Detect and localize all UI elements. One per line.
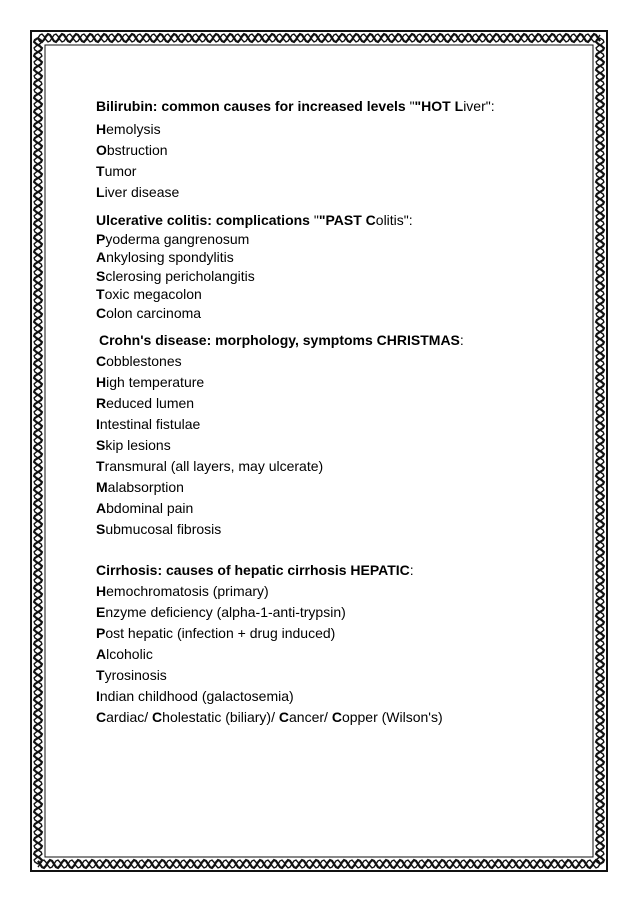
list-item: Toxic megacolon [96,286,202,302]
list-item: Alcoholic [96,646,153,662]
section-heading: Bilirubin: common causes for increased levels ""HOT Liver": [96,98,495,114]
list-item: Skip lesions [96,437,171,453]
list-item: Tumor [96,163,137,179]
list-item: Submucosal fibrosis [96,521,222,537]
list-item: Ankylosing spondylitis [96,249,234,265]
list-item: Tyrosinosis [96,667,167,683]
list-item: Indian childhood (galactosemia) [96,688,294,704]
list-item: Liver disease [96,184,180,200]
list-item: Colon carcinoma [96,304,202,321]
list-item: Abdominal pain [96,500,194,516]
list-item: Malabsorption [96,479,184,495]
list-item: Transmural (all layers, may ulcerate) [96,458,324,474]
list-item: Cobblestones [96,353,182,369]
section-cirrhosis [96,560,556,728]
list-item: Pyoderma gangrenosum [96,230,250,247]
list-item: Post hepatic (infection + drug induced) [96,625,336,641]
section-heading: Ulcerative colitis: complications ""PAST Colitis": [96,212,413,228]
section-bilirubin [96,96,556,203]
list-item: Reduced lumen [96,395,195,411]
list-item: High temperature [96,374,205,390]
list-item-multi: Cardiac/ Cholestatic (biliary)/ Cancer/ Copper (Wilson's) [96,709,443,725]
list-item: Hemolysis [96,121,161,137]
list-item: Sclerosing pericholangitis [96,267,255,284]
section-crohns-disease [96,330,556,540]
list-item: Enzyme deficiency (alpha-1-anti-trypsin) [96,604,346,620]
list-item: Obstruction [96,142,168,158]
section-ulcerative-colitis [96,211,556,322]
section-heading: Crohn's disease: morphology, symptoms CHRISTMAS: [99,332,464,348]
list-item: Intestinal fistulae [96,416,201,432]
section-heading: Cirrhosis: causes of hepatic cirrhosis HEPATIC: [96,562,414,578]
document-body [96,96,556,728]
list-item: Hemochromatosis (primary) [96,583,269,599]
